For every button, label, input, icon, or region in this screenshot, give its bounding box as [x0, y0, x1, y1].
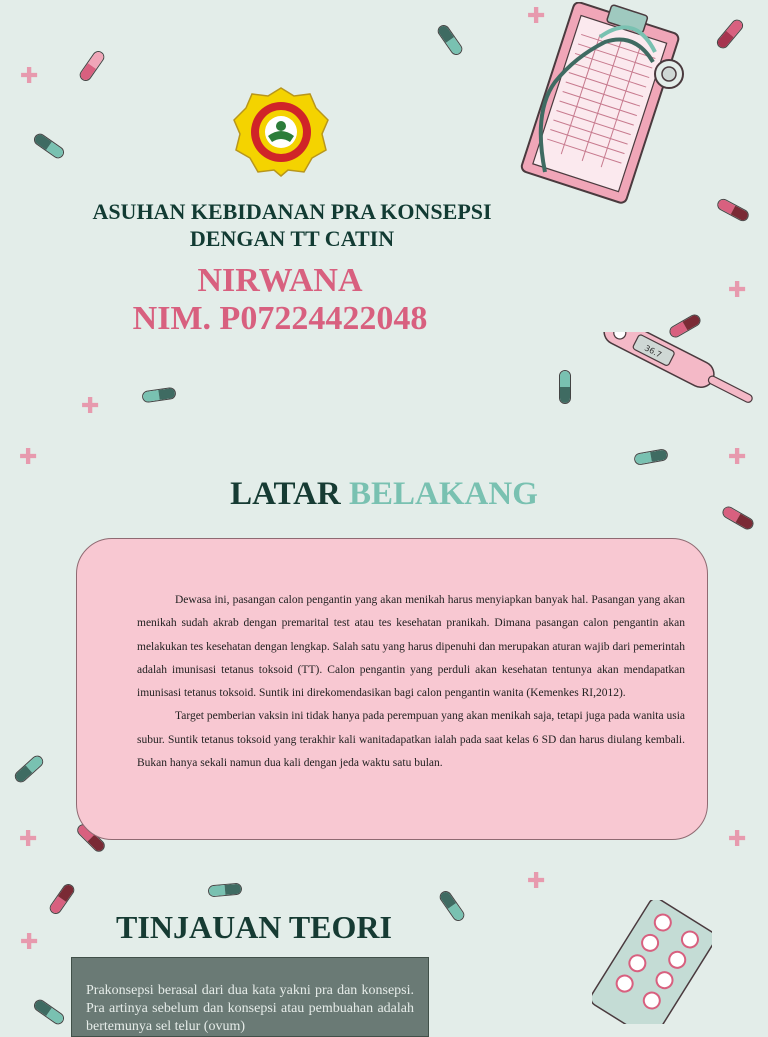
- plus-icon: ✚: [81, 394, 100, 419]
- theory-text-box: [71, 957, 429, 1037]
- title-line-1: ASUHAN KEBIDANAN PRA KONSEPSI: [92, 199, 492, 224]
- thermometer-icon: [595, 332, 760, 427]
- capsule-icon: [559, 370, 571, 404]
- background-paragraph-2: Target pemberian vaksin ini tidak hanya pada perempuan yang akan menikah saja, tetapi juga pada wanita usia subur. Suntik tetanus toksoid yang terakhir kali wanitadapatkan ialah pada saat kelas 6 SD dan harus diulang kembali. Bukan hanya sekali namun dua kali dengan jeda waktu satu bulan.: [137, 710, 685, 770]
- section-heading-latar-belakang: [0, 476, 768, 513]
- clipboard-stethoscope-icon: [505, 2, 690, 207]
- plus-icon: ✚: [728, 278, 747, 303]
- capsule-icon: [714, 17, 745, 51]
- pill-blister-icon: [592, 900, 712, 1024]
- theory-text: Prakonsepsi berasal dari dua kata yakni pra dan konsepsi. Pra artinya sebelum dan konsepsi atau pembuahan adalah bertemunya sel telur (ovum): [86, 983, 414, 1034]
- background-paragraph-1: Dewasa ini, pasangan calon pengantin yang akan menikah harus menyiapkan banyak hal. Pasangan yang akan menikah sudah akrab dengan premarital test atau tes kesehatan pranikah. Dimana pasangan calon pengantin akan melakukan tes kesehatan dengan lengkap. Salah satu yang harus dipenuhi dan merupakan aturan wajib dari pemerintah adalah imunisasi tetanus toksoid (TT). Calon pengantin yang perduli akan kesehatan tentunya akan mendapatkan imunisasi tetanus toksoid. Suntik ini direkomendasikan bagi calon pengantin wanita (Kemenkes RI,2012).: [137, 594, 685, 700]
- author-block: [0, 262, 560, 338]
- capsule-icon: [32, 131, 67, 160]
- plus-icon: ✚: [728, 445, 747, 470]
- capsule-icon: [633, 448, 669, 466]
- capsule-icon: [32, 997, 67, 1026]
- section-heading-tinjauan-teori: TINJAUAN TEORI: [116, 909, 392, 945]
- author-nim: NIM. P07224422048: [132, 300, 428, 337]
- plus-icon: ✚: [19, 445, 38, 470]
- plus-icon: ✚: [19, 827, 38, 852]
- title-line-2: DENGAN TT CATIN: [189, 226, 395, 251]
- capsule-icon: [715, 197, 751, 224]
- author-name: NIRWANA: [197, 262, 363, 299]
- document-title: [0, 198, 584, 252]
- capsule-icon: [12, 753, 45, 785]
- background-text: [137, 589, 685, 775]
- plus-icon: ✚: [20, 930, 39, 955]
- heading-dark-part: LATAR: [230, 476, 341, 512]
- thermometer-reading: 36.7: [643, 343, 663, 360]
- capsule-icon: [435, 23, 464, 58]
- capsule-icon: [47, 882, 76, 917]
- capsule-icon: [141, 387, 176, 404]
- capsule-icon: [208, 883, 243, 898]
- plus-icon: ✚: [527, 4, 546, 29]
- heading-teal-part: BELAKANG: [349, 476, 538, 512]
- plus-icon: ✚: [527, 869, 546, 894]
- capsule-icon: [437, 889, 466, 924]
- university-logo: [232, 86, 330, 178]
- capsule-icon: [77, 49, 106, 84]
- background-text-box: [76, 538, 708, 840]
- plus-icon: ✚: [20, 64, 39, 89]
- plus-icon: ✚: [728, 827, 747, 852]
